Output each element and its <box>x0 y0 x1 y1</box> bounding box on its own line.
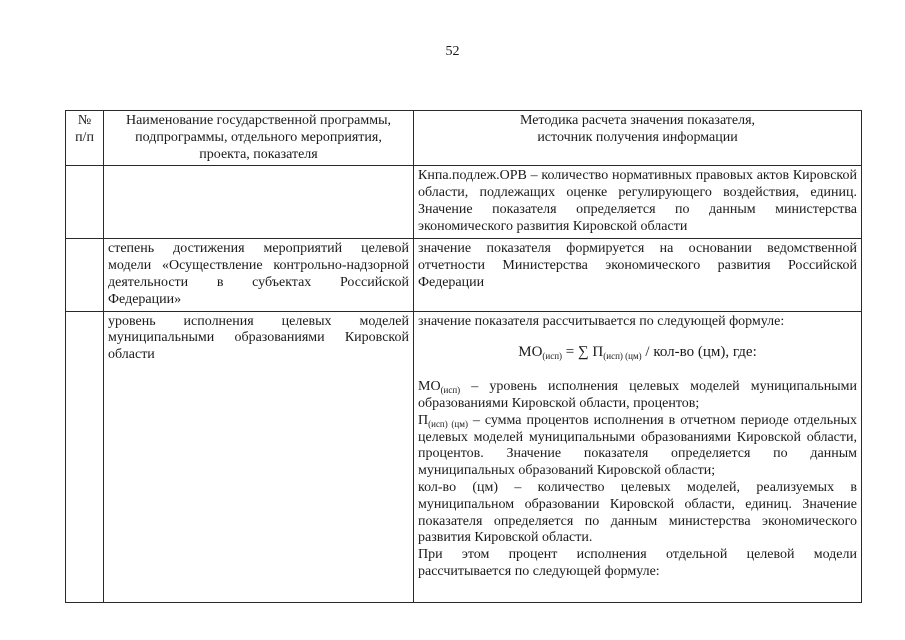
formula-rest: / кол-во (цм), где: <box>641 344 757 361</box>
header-method-line: источник получения информации <box>537 129 738 145</box>
indicator-table <box>65 110 862 603</box>
formula-eq: = ∑ П <box>562 344 604 361</box>
formula-lhs-sub: (исп) <box>542 351 563 362</box>
header-name-line: Наименование государственной программы, <box>125 113 392 128</box>
formula-lhs: МО <box>518 344 543 361</box>
row-number-cell <box>66 166 104 239</box>
definition-text: При этом процент исполнения отдельной целевой модели рассчитывается по следующей формуле: <box>418 547 857 579</box>
definition-sub: (исп) (цм) <box>428 418 468 429</box>
row-number-cell <box>66 239 104 311</box>
page-number: 52 <box>445 44 460 59</box>
row-name-cell: степень достижения мероприятий целевой модели «Осуществление контрольно-надзорной деятельности в субъектах Российской Федерации» <box>104 239 414 311</box>
row-method-cell: значение показателя формируется на основании ведомственной отчетности Министерства экономического развития Российской Федерации <box>414 239 862 311</box>
row-method-cell <box>414 311 862 602</box>
table-row <box>66 239 862 311</box>
definition-symbol: П <box>418 412 429 428</box>
row-name-cell <box>104 166 414 239</box>
table-row <box>66 311 862 602</box>
header-number-line: № <box>77 113 92 128</box>
header-number-cell <box>66 111 104 166</box>
header-method-cell <box>414 111 862 166</box>
definition-paragraph <box>418 480 857 547</box>
table-header-row <box>66 111 862 166</box>
row-method-cell: Кнпа.подлеж.ОРВ – количество нормативных правовых актов Кировской области, подлежащих оценке регулирующего воздействия, единиц. Значение показателя определяется по данным министерства экономического развития Кировской области <box>414 166 862 239</box>
table-row <box>66 166 862 239</box>
definition-text: кол-во (цм) – количество целевых моделей, реализуемых в муниципальном образовании Кировской области, единиц. Значение показателя определяется по данным министерства экономического развития Кировской области. <box>418 479 857 546</box>
definition-text: – уровень исполнения целевых моделей муниципальными образованиями Кировской области, процентов; <box>418 379 857 411</box>
method-intro: значение показателя рассчитывается по следующей формуле: <box>418 313 785 329</box>
row-name-cell: уровень исполнения целевых моделей муниципальными образованиями Кировской области <box>104 311 414 602</box>
row-number-cell <box>66 311 104 602</box>
definition-paragraph <box>418 547 857 581</box>
definition-sub: (исп) <box>440 385 461 396</box>
definition-symbol: МО <box>418 379 441 395</box>
header-number-line: п/п <box>75 129 94 145</box>
formula <box>418 344 857 361</box>
definition-text: – сумма процентов исполнения в отчетном периоде отдельных целевых моделей муниципальными образованиями Кировской области, процентов. Значение показателя определяется по данным муниципальных образований Кировской области; <box>418 412 857 479</box>
definition-paragraph <box>418 413 857 480</box>
header-name-line: подпрограммы, отдельного мероприятия, <box>135 129 382 145</box>
header-name-cell <box>104 111 414 166</box>
header-method-line: Методика расчета значения показателя, <box>519 113 756 128</box>
formula-p-sub: (исп) (цм) <box>603 351 642 362</box>
header-name-line: проекта, показателя <box>199 146 318 162</box>
definition-paragraph <box>418 379 857 413</box>
